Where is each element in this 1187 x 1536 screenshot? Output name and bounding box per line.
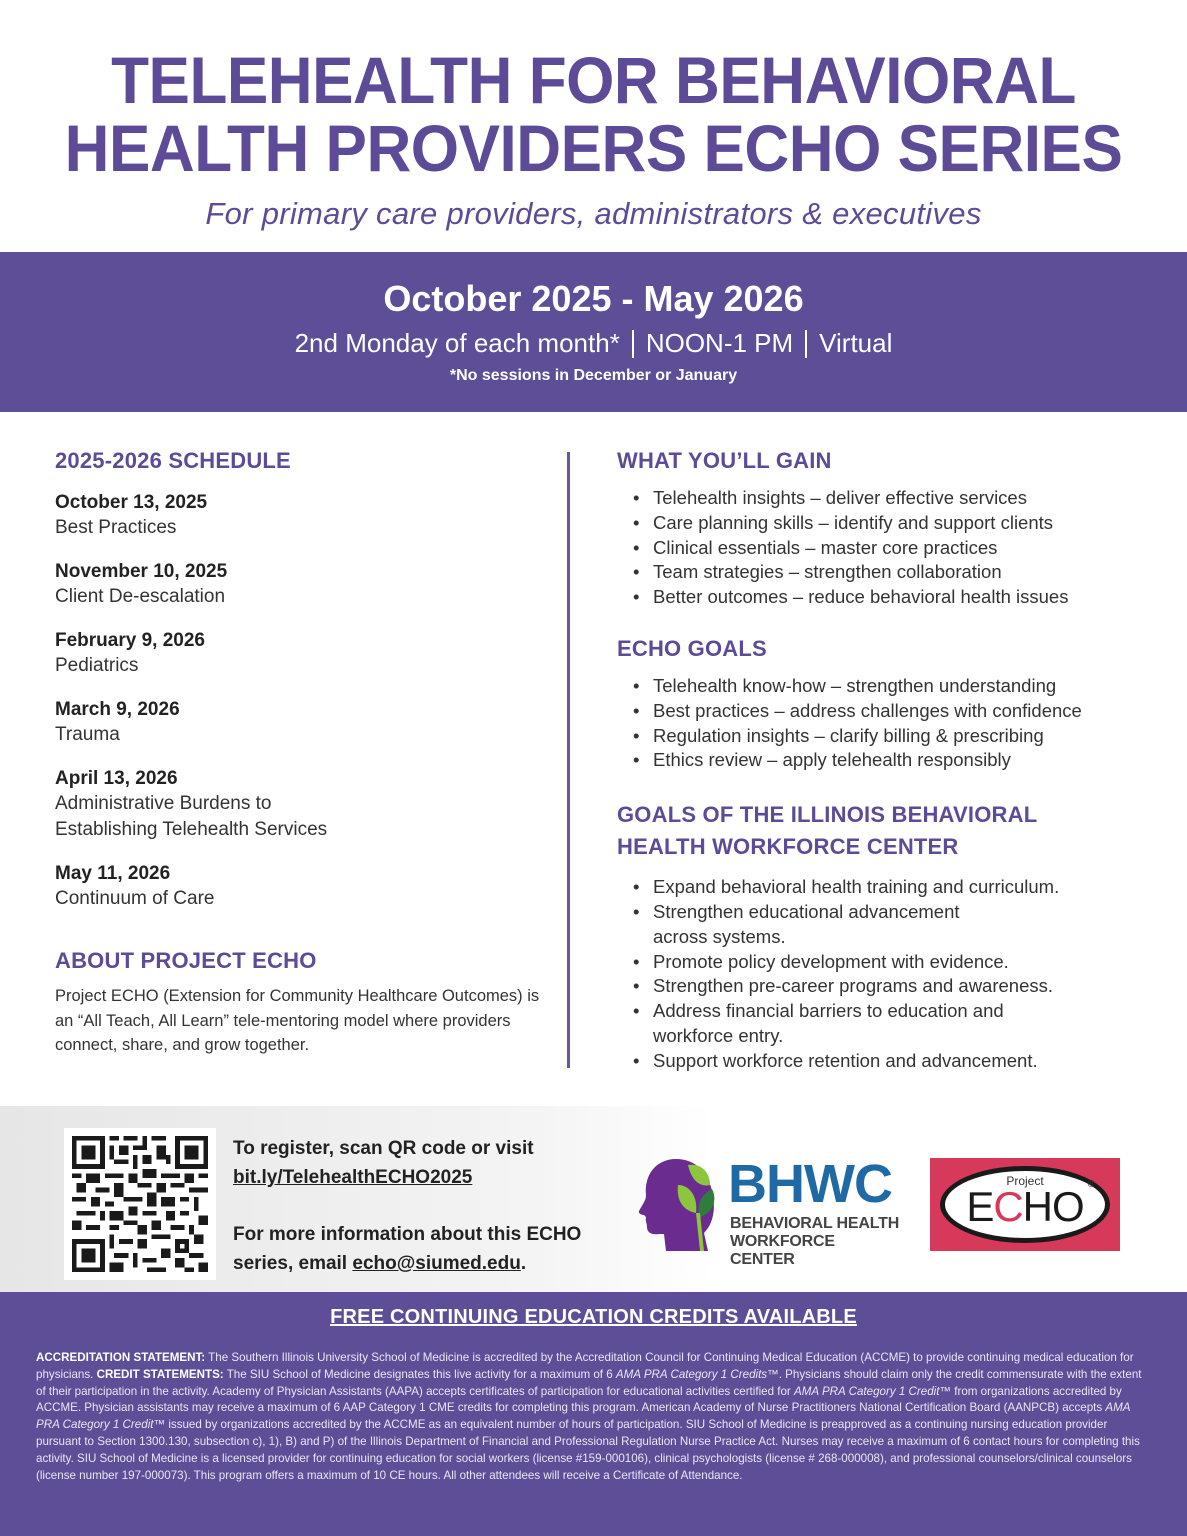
credit-text: issued by organizations accredited by the ACCME as an equivalent number of hours of participation. SIU School of Medicine is preapproved as a continuing nursing education provider pursuant to Section 1300.130, subsection c), 1), B) and P) of the Illinois Department of Financial and Professional Regulation Nurse Practice Act. Nurses may receive a maximum of 6 contact hours for completing this activity. SIU School of Medicine is a licensed provider for continuing education for social workers (license #159-000106), clinical psychologists (license # 268-000008), and professional counselors/clinical counselors (license number 197-000073). This program offers a maximum of 10 CE hours. All other attendees will receive a Certificate of Attendance. xyxy=(36,1418,1140,1482)
session-format: Virtual xyxy=(819,328,893,358)
session-date: March 9, 2026 xyxy=(55,699,180,720)
echo-oval xyxy=(940,1166,1110,1243)
ce-statements xyxy=(36,1350,1146,1484)
register-link[interactable]: bit.ly/TelehealthECHO2025 xyxy=(233,1167,473,1188)
schedule-item xyxy=(55,766,545,843)
session-date: February 9, 2026 xyxy=(55,630,205,651)
session-time: NOON-1 PM xyxy=(645,328,794,358)
series-dates: October 2025 - May 2026 xyxy=(383,278,804,319)
session-topic: Trauma xyxy=(55,724,120,745)
about-heading: ABOUT PROJECT ECHO xyxy=(55,948,317,973)
info-instructions xyxy=(233,1220,613,1278)
list-item: • Regulation insights – clarify billing & prescribing xyxy=(631,724,1157,749)
session-topic: Best Practices xyxy=(55,517,177,538)
schedule-list xyxy=(55,490,545,912)
head-leaf-icon xyxy=(638,1155,724,1255)
session-details xyxy=(0,328,1187,359)
left-column xyxy=(55,448,545,1058)
about-text: Project ECHO (Extension for Community Healthcare Outcomes) is an “All Teach, All Learn” tele-mentoring model where providers connect, share, and grow together. xyxy=(55,987,540,1054)
credit-text: . Physicians should claim only the credit commensurate with the extent of their participation in the activity. Academy of Physician Assistants (AAPA) accepts certificates of participation for educational activities certified for xyxy=(36,1367,1142,1398)
ce-title: FREE CONTINUING EDUCATION CREDITS AVAILABLE xyxy=(330,1306,857,1328)
qr-code-icon xyxy=(72,1136,208,1272)
page-subtitle: For primary care providers, administrators & executives xyxy=(205,196,982,231)
list-item: • Clinical essentials – master core practices xyxy=(631,536,1157,561)
date-banner xyxy=(0,252,1187,412)
echo-letter-e: E xyxy=(966,1183,994,1230)
accreditation-label: ACCREDITATION STATEMENT: xyxy=(36,1351,206,1364)
separator xyxy=(632,330,634,358)
right-column xyxy=(617,448,1157,1074)
email-link[interactable]: echo@siumed.edu xyxy=(352,1253,521,1274)
list-item: • Care planning skills – identify and support clients xyxy=(631,511,1157,536)
ibhwc-goals-section xyxy=(617,799,1157,1073)
ibhwc-heading-line-1: GOALS OF THE ILLINOIS BEHAVIORAL xyxy=(617,802,1038,828)
header xyxy=(0,43,1187,232)
schedule-footnote: *No sessions in December or January xyxy=(449,367,738,384)
info-text-suffix: . xyxy=(520,1253,527,1274)
list-item: • Promote policy development with evidence. xyxy=(631,950,1111,975)
echo-goals-heading: ECHO GOALS xyxy=(617,635,767,661)
bhwc-fullname-line-2: WORKFORCE CENTER xyxy=(730,1233,835,1268)
list-item: • Strengthen pre-career programs and awareness. xyxy=(631,974,1111,999)
echo-wordmark xyxy=(945,1183,1105,1230)
bhwc-fullname-line-1: BEHAVIORAL HEALTH xyxy=(730,1215,900,1232)
session-topic: Pediatrics xyxy=(55,655,139,676)
qr-code[interactable] xyxy=(64,1128,216,1280)
bhwc-fullname xyxy=(730,1215,903,1269)
echo-goals-section xyxy=(617,636,1157,773)
echo-goals-list xyxy=(631,674,1157,773)
column-divider xyxy=(567,452,570,1068)
session-topic: Establishing Telehealth Services xyxy=(55,819,328,840)
session-topic: Client De-escalation xyxy=(55,586,226,607)
ibhwc-heading-line-2: HEALTH WORKFORCE CENTER xyxy=(617,834,959,860)
schedule-item xyxy=(55,559,545,610)
list-item: • Ethics review – apply telehealth responsibly xyxy=(631,748,1157,773)
accreditation-text: The Southern Illinois University School of Medicine is accredited by the Accreditation Council for Continuing Medical Education (ACCME) to provide continuing medical education for physicians. xyxy=(36,1351,1134,1381)
ce-credits-band xyxy=(0,1292,1187,1536)
list-item: • Telehealth insights – deliver effective services xyxy=(631,486,1157,511)
credit-label: CREDIT STATEMENTS: xyxy=(96,1367,224,1381)
credit-italic: AMA PRA Category 1 Credit™ xyxy=(36,1401,1131,1432)
credit-italic: AMA PRA Category 1 Credits™ xyxy=(615,1367,779,1381)
gain-heading: WHAT YOU’LL GAIN xyxy=(617,448,832,473)
ibhwc-goals-list xyxy=(631,875,1060,1073)
list-item: • Address financial barriers to education and workforce entry. xyxy=(631,999,1051,1049)
registered-trademark-icon: ® xyxy=(1087,1179,1095,1190)
page-title-line-1: TELEHEALTH FOR BEHAVIORAL xyxy=(111,43,1076,117)
schedule-heading: 2025-2026 SCHEDULE xyxy=(55,448,291,473)
session-date: May 11, 2026 xyxy=(55,863,171,884)
info-text: For more information about this ECHO series, email xyxy=(233,1224,582,1274)
list-item: • Expand behavioral health training and curriculum. xyxy=(631,875,1111,900)
credit-italic: AMA PRA Category 1 Credit™ xyxy=(794,1384,952,1398)
gain-list xyxy=(631,486,1157,610)
list-item: • Strengthen educational advancement across systems. xyxy=(631,900,1011,950)
session-topic: Continuum of Care xyxy=(55,888,215,909)
gain-section xyxy=(617,448,1157,610)
schedule-item xyxy=(55,490,545,541)
echo-letters-ho: HO xyxy=(1022,1183,1084,1230)
list-item: • Best practices – address challenges with confidence xyxy=(631,699,1157,724)
session-date: April 13, 2026 xyxy=(55,768,178,789)
credit-text: The SIU School of Medicine designates this live activity for a maximum of 6 xyxy=(223,1367,616,1381)
list-item: • Telehealth know-how – strengthen understanding xyxy=(631,674,1157,699)
bhwc-logo xyxy=(638,1154,903,1268)
separator xyxy=(805,330,807,358)
session-date: October 13, 2025 xyxy=(55,492,208,513)
session-topic: Administrative Burdens to xyxy=(55,793,272,814)
session-frequency: 2nd Monday of each month* xyxy=(294,328,620,358)
schedule-item xyxy=(55,861,545,912)
list-item: • Better outcomes – reduce behavioral health issues xyxy=(631,585,1157,610)
project-echo-logo xyxy=(930,1158,1120,1251)
echo-project-label: Project xyxy=(1006,1174,1044,1188)
register-text: To register, scan QR code or visit xyxy=(233,1138,534,1159)
session-date: November 10, 2025 xyxy=(55,561,228,582)
page-title-line-2: HEALTH PROVIDERS ECHO SERIES xyxy=(64,111,1123,185)
schedule-item xyxy=(55,628,545,679)
list-item: • Support workforce retention and advancement. xyxy=(631,1049,1111,1074)
list-item: • Team strategies – strengthen collaboration xyxy=(631,560,1157,585)
credit-text: from organizations accredited by ACCME. Physician assistants may receive a maximum of 6 AAP Category 1 CME credits for completing this program. American Academy of Nurse Practitioners National Certification Board (AANPCB) accepts xyxy=(36,1384,1122,1415)
register-instructions xyxy=(233,1134,613,1192)
schedule-item xyxy=(55,697,545,748)
bhwc-wordmark: BHWC xyxy=(728,1154,892,1214)
echo-letter-c: C xyxy=(993,1183,1023,1230)
